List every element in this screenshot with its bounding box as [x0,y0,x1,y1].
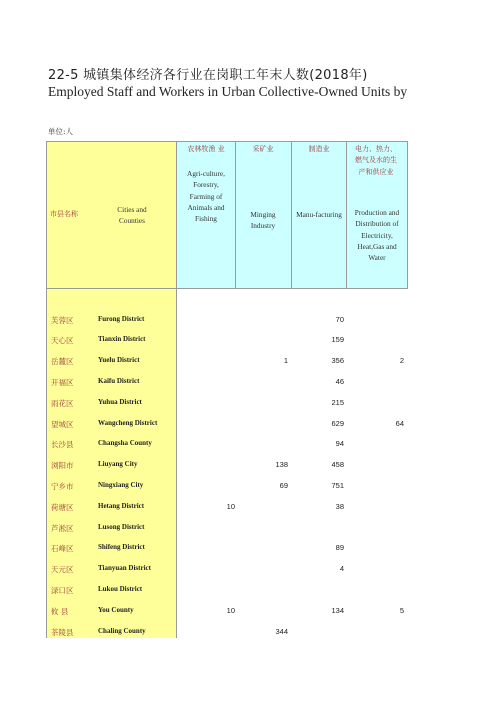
row-value-mining: 344 [275,626,288,636]
row-region-en: Ningxiang City [98,480,144,489]
row-region-en: Kaifu District [98,376,140,385]
row-region-en: Tianxin District [98,335,146,344]
row-region-cn: 天元区 [51,565,74,575]
row-region-cn: 岳麓区 [51,357,74,367]
table-row [46,414,426,435]
table-title-cn: 22-5 城镇集体经济各行业在岗职工年末人数(2018年) [48,68,368,83]
row-value-agriculture: 10 [226,501,235,511]
row-value-manufacturing: 94 [335,439,344,449]
table-row [46,622,426,643]
header-divider [176,141,177,289]
row-region-cn: 浏阳市 [51,461,74,471]
row-region-en: Lusong District [98,522,145,531]
row-value-manufacturing: 4 [339,564,344,574]
row-value-manufacturing: 134 [331,605,344,615]
row-region-en: Hetang District [98,501,145,510]
row-value-manufacturing: 70 [335,314,344,324]
table-row [46,538,426,559]
row-value-utilities: 2 [399,356,404,366]
table-row [46,497,426,518]
row-region-cn: 石峰区 [51,544,74,554]
header-region-cn: 市县名称 [50,210,78,218]
header-col4-en: Production and Distribution of Electricity, Heat,Gas and Water [354,208,400,263]
row-value-manufacturing: 89 [335,543,344,553]
table-row [46,393,426,414]
table-row [46,559,426,580]
row-value-utilities: 5 [399,605,404,615]
row-value-manufacturing: 751 [331,480,344,490]
table-row [46,434,426,455]
table-row [46,580,426,601]
row-region-en: Shifeng District [98,543,145,552]
header-col4-cn: 电力、热力、燃气及水的生产和供应业 [355,145,397,176]
row-region-cn: 芙蓉区 [51,315,74,325]
row-region-en: Changsha County [98,439,152,448]
row-region-cn: 芦淞区 [51,523,74,533]
header-divider [291,141,292,289]
row-value-manufacturing: 215 [331,397,344,407]
row-value-manufacturing: 458 [331,460,344,470]
row-value-mining: 1 [283,356,288,366]
row-region-en: Yuelu District [98,356,140,365]
header-top-border [46,141,408,142]
table-row [46,518,426,539]
table-row [46,372,426,393]
row-value-mining: 69 [279,480,288,490]
header-col2-en: Minging Industry [250,210,276,231]
header-right-border [407,141,408,289]
row-region-en: Wangcheng District [98,418,158,427]
table-row [46,476,426,497]
row-value-mining: 138 [275,460,288,470]
row-region-en: Tianyuan District [98,564,151,573]
row-region-cn: 开福区 [51,377,74,387]
header-region-en: Cities and Counties [117,205,147,226]
row-region-cn: 渌口区 [51,585,74,595]
table-row [46,455,426,476]
header-col3-cn: 制造业 [308,145,330,153]
row-region-cn: 长沙县 [51,440,74,450]
table-title-en: Employed Staff and Workers in Urban Collective-Owned Units by [48,84,408,99]
header-col2-cn: 采矿业 [252,145,274,153]
header-divider [346,141,347,289]
row-value-manufacturing: 629 [331,418,344,428]
header-col1-cn: 农林牧渔 业 [187,145,225,153]
table-row [46,330,426,351]
row-region-cn: 雨花区 [51,398,74,408]
row-region-en: Lukou District [98,584,143,593]
row-region-cn: 宁乡市 [51,481,74,491]
row-value-manufacturing: 356 [331,356,344,366]
row-region-en: Chaling County [98,626,146,635]
row-region-en: You County [98,605,134,614]
row-region-en: Liuyang City [98,460,138,469]
row-region-cn: 天心区 [51,336,74,346]
row-region-cn: 荷塘区 [51,502,74,512]
row-region-cn: 攸 县 [51,606,69,616]
row-region-cn: 望城区 [51,419,74,429]
row-value-manufacturing: 46 [335,376,344,386]
row-value-manufacturing: 159 [331,335,344,345]
row-region-en: Yuhua District [98,397,142,406]
row-region-cn: 茶陵县 [51,627,74,637]
unit-label: 单位:人 [48,127,74,136]
table-header [46,141,408,289]
row-region-en: Furong District [98,314,145,323]
header-left-border [46,141,47,289]
table-row [46,310,426,331]
table-row [46,601,426,622]
row-value-utilities: 64 [395,418,404,428]
row-value-manufacturing: 38 [335,501,344,511]
row-value-agriculture: 10 [226,605,235,615]
header-divider [235,141,236,289]
header-col3-en: Manu-facturing [296,210,342,219]
table-row [46,351,426,372]
header-col1-en: Agri-culture, Forestry, Farming of Animals and Fishing [187,169,225,224]
